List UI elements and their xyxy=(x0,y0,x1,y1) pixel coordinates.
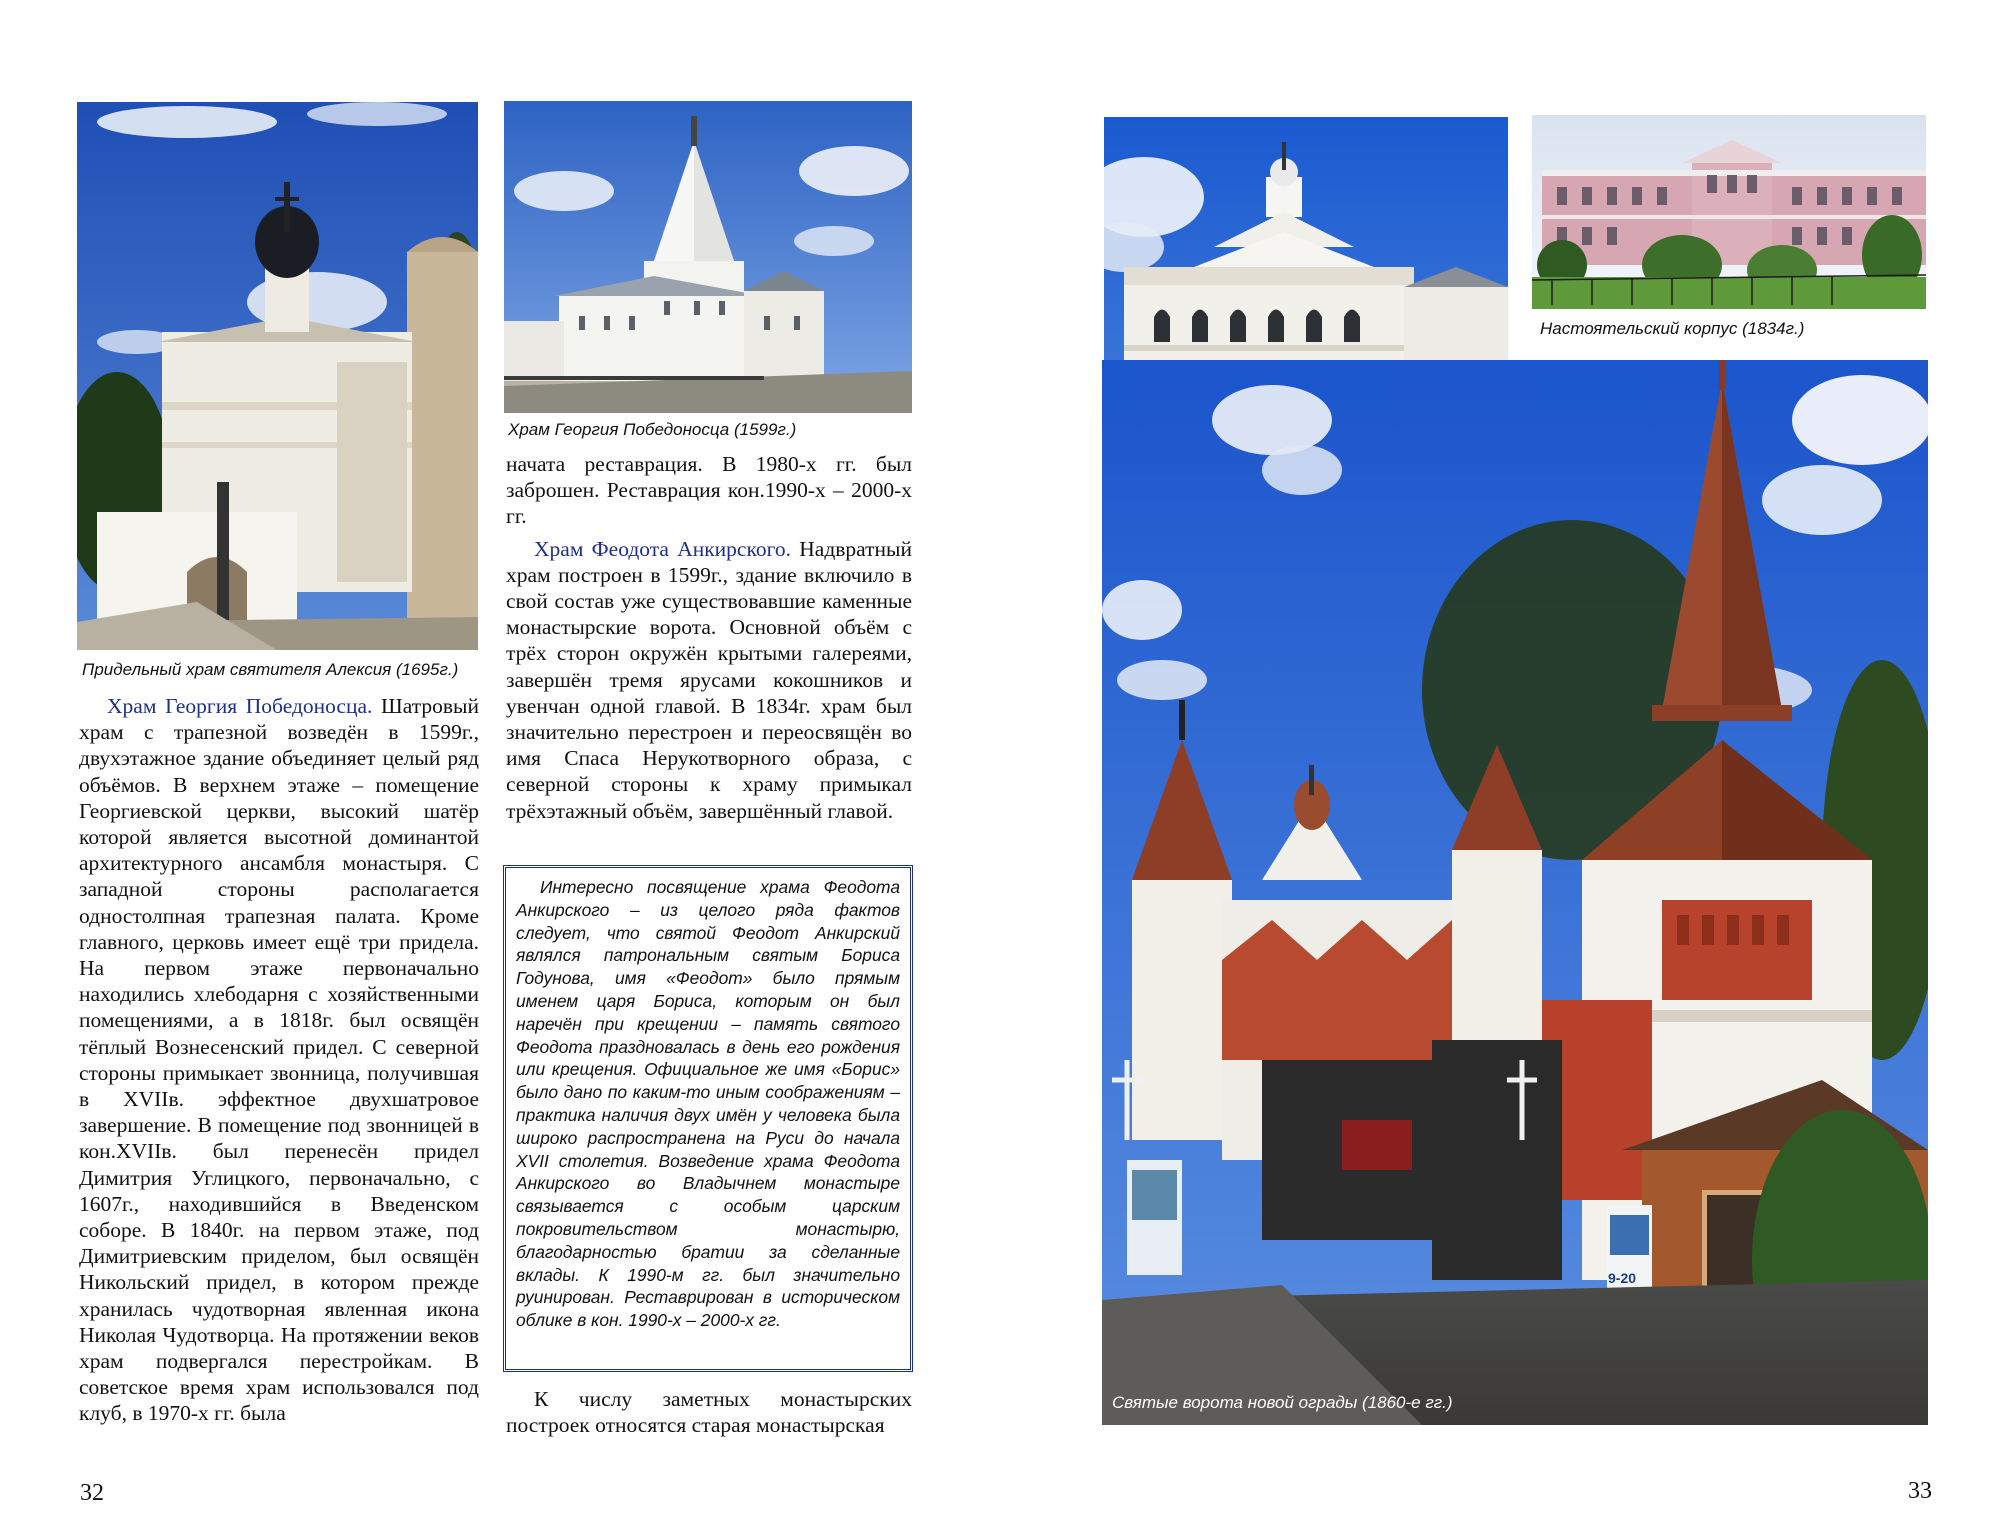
sidebar-note xyxy=(503,865,913,1372)
continuation-text: начата реставрация. В 1980-х гг. был заброшен. Реставрация кон.1990-х – 2000-х гг. xyxy=(506,452,912,529)
caption-holy-gates: Святые ворота новой ограды (1860-е гг.) xyxy=(1112,1393,1453,1412)
photo-st-george-church xyxy=(504,101,912,413)
caption-abbot-building: Настоятельский корпус (1834г.) xyxy=(1540,319,1805,338)
page-number-left: 32 xyxy=(80,1480,104,1506)
caption-st-george-church: Храм Георгия Победоносца (1599г.) xyxy=(508,420,797,439)
heading-st-george: Храм Георгия Победоносца. xyxy=(107,694,373,718)
sign-hours-text: 9-20 xyxy=(1608,1270,1637,1286)
page-number-right: 33 xyxy=(1908,1478,1932,1504)
tail-text: К числу заметных монастырских построек относятся старая монастырская xyxy=(506,1387,912,1438)
heading-feodot: Храм Феодота Анкирского. xyxy=(534,536,791,561)
note-text: Интересно посвящение храма Феодота Анкирского – из целого ряда фактов следует, что святой Феодот Анкирский являлся патрональным святым Бориса Годунова, имя «Феодот» было прямым именем царя Бориса, которым он был наречён при крещении – память святого Феодота праздновалась в день его рождения или крещения. Официальное же имя «Борис» было дано по каким-то иным соображениям – практика наличия двух имён у человека была широко распространена на Руси до начала XVII столетия. Возведение храма Феодота Анкирского во Владычнем монастыре связывается с особым царским покровительством монастырю, благодарностью братии за сделанные вклады. К 1990-м гг. был значительно руинирован. Реставрирован в историческом облике в кон. 1990-х – 2000-х гг. xyxy=(516,877,900,1331)
photo-abbot-building xyxy=(1532,115,1926,309)
column-2-tail xyxy=(506,1386,912,1438)
column-2-text xyxy=(506,451,912,824)
column-1-text xyxy=(79,693,479,1427)
caption-alexis-chapel: Придельный храм святителя Алексия (1695г.) xyxy=(82,660,459,679)
body-feodot: Надвратный храм построен в 1599г., здание включило в свой состав уже существовавшие каменные монастырские ворота. Основной объём с трёх сторон окружён крытыми галереями, завершён тремя ярусами кокошников и увенчан одной главой. В 1834г. храм был значительно перестроен и переосвящён во имя Спаса Нерукотворного образа, с северной стороны к храму примыкал трёхэтажный объём, завершённый главой. xyxy=(506,536,913,823)
body-st-george: Шатровый храм с трапезной возведён в 1599г., двухэтажное здание объединяет целый ряд объёмов. В верхнем этаже – помещение Георгиевской церкви, высокий шатёр которой является высотной доминантой архитектурного ансамбля монастыря. С западной стороны располагается одностолпная трапезная палата. Кроме главного, церковь имеет ещё три придела. На первом этаже первоначально находились хлебодарня с хозяйственными помещениями, а в 1818г. был освящён тёплый Вознесенский придел. С северной стороны примыкает звонница, получившая в XVIIв. эффектное двухшатровое завершение. В помещение под звонницей в кон.XVIIв. был перенесён придел Димитрия Углицкого, первоначально, с 1607г., находившийся в Введенском соборе. В 1840г. на первом этаже, под Димитриевским приделом, был освящён Никольский придел, в котором прежде хранилась чудотворная явленная икона Николая Чудотворца. На протяжении веков храм подвергался перестройкам. В советское время храм использовался под клуб, в 1970-х гг. была xyxy=(79,694,479,1426)
photo-alexis-chapel xyxy=(77,102,478,650)
photo-holy-gates xyxy=(1102,360,1928,1425)
